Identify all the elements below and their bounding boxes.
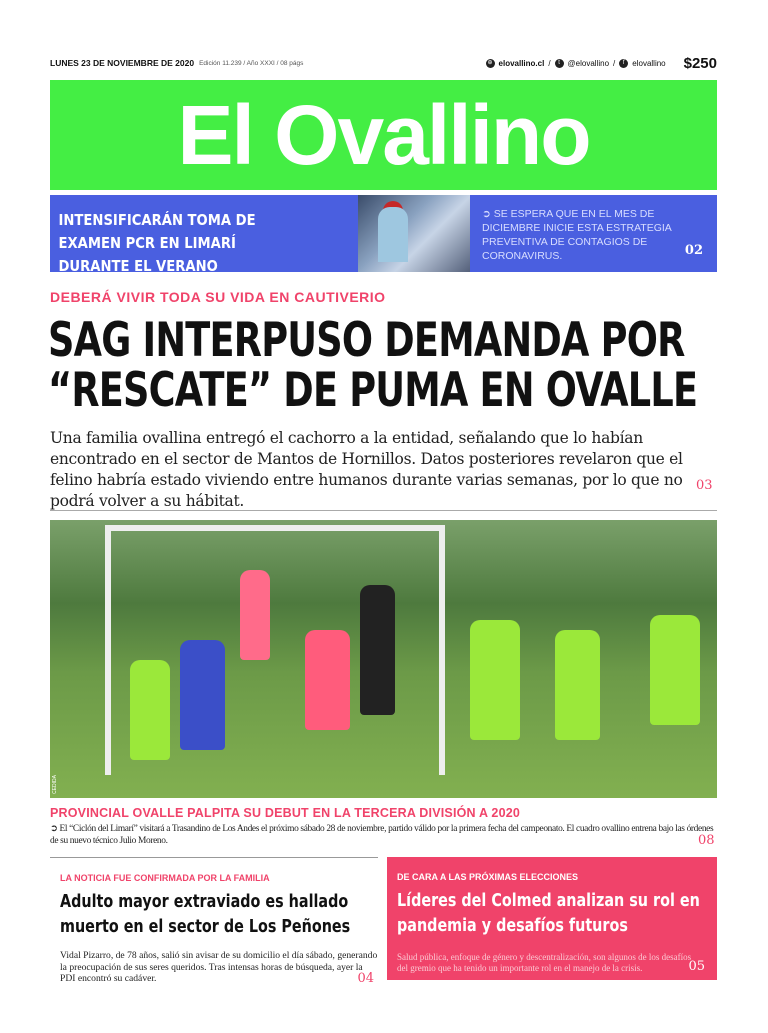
facebook-icon: f bbox=[619, 59, 628, 68]
football-training-photo bbox=[50, 520, 717, 798]
story-kicker: LA NOTICIA FUE CONFIRMADA POR LA FAMILIA bbox=[60, 873, 270, 883]
page-ref: 04 bbox=[357, 971, 374, 986]
price: $250 bbox=[683, 54, 717, 72]
masthead bbox=[50, 80, 717, 190]
lead-kicker: DEBERÁ VIVIR TODA SU VIDA EN CAUTIVERIO bbox=[50, 289, 386, 305]
arrow-icon: ➲ bbox=[482, 208, 494, 220]
arrow-icon: ➲ bbox=[50, 824, 60, 834]
story-body: Vidal Pizarro, de 78 años, salió sin avisar de su domicilio el día sábado, generando la preocupación de sus seres queridos. Tras intensas horas de búsqueda, ayer la PDI encontró su cadáver. bbox=[60, 950, 378, 984]
story-headline: Adulto mayor extraviado es hallado muerto en el sector de Los Peñones bbox=[60, 892, 351, 937]
story-right[interactable] bbox=[387, 857, 717, 980]
page-ref: 08 bbox=[698, 833, 715, 848]
top-bar: LUNES 23 DE NOVIEMBRE DE 2020 Edición 11.239 / Año XXXI / 08 págs ⊕ elovallino.cl / t @elovallino / f elovallino $250 bbox=[50, 54, 717, 72]
story-headline: Líderes del Colmed analizan su rol en pandemia y desafíos futuros bbox=[397, 891, 700, 936]
page-ref: 05 bbox=[688, 959, 705, 974]
story-left[interactable] bbox=[50, 857, 378, 986]
twitter-handle[interactable]: @elovallino bbox=[567, 58, 610, 68]
lead-deck: Una familia ovallina entregó el cachorro a la entidad, señalando que lo habían encontrado en el sector de Mantos de Hornillos. Datos posteriores revelaron que el felino habría estado viviendo entre humanos durante varias semanas, por lo que no podrá volver a su hábitat. bbox=[50, 429, 683, 510]
issue-date: LUNES 23 DE NOVIEMBRE DE 2020 bbox=[50, 58, 195, 68]
caption-text: El “Ciclón del Limarí” visitará a Trasandino de Los Andes el próximo sábado 28 de noviembre, partido válido por la primera fecha del campeonato. El cuadro ovallino entrena bajo las órdenes de su nuevo técnico Julio Moreno. bbox=[50, 824, 714, 846]
story-body: Salud pública, enfoque de género y descentralización, son algunos de los desafíos del gremio que ha tenido un importante rol en el manejo de la crisis. bbox=[397, 952, 692, 973]
masthead-title: El Ovallino bbox=[177, 87, 590, 182]
strip-summary: SE ESPERA QUE EN EL MES DE DICIEMBRE INICIE ESTA ESTRATEGIA PREVENTIVA DE CONTAGIOS DE CORONAVIRUS. bbox=[482, 208, 672, 262]
page-ref: 03 bbox=[696, 478, 713, 493]
website-link[interactable]: elovallino.cl bbox=[498, 58, 545, 68]
photo-caption-headline: PROVINCIAL OVALLE PALPITA SU DEBUT EN LA TERCERA DIVISIÓN A 2020 bbox=[50, 806, 521, 820]
lead-headline[interactable]: SAG INTERPUSO DEMANDA POR “RESCATE” DE PUMA EN OVALLE bbox=[48, 313, 698, 418]
divider bbox=[50, 510, 717, 511]
photo-caption bbox=[50, 823, 717, 847]
twitter-icon: t bbox=[555, 59, 564, 68]
facebook-handle[interactable]: elovallino bbox=[632, 58, 666, 68]
story-kicker: DE CARA A LAS PRÓXIMAS ELECCIONES bbox=[397, 872, 579, 882]
strip-headline: INTENSIFICARÁN TOMA DE EXAMEN PCR EN LIMARÍ DURANTE EL VERANO bbox=[58, 211, 256, 275]
edition-info: Edición 11.239 / Año XXXI / 08 págs bbox=[199, 59, 304, 67]
pcr-test-photo bbox=[358, 195, 470, 272]
web-icon: ⊕ bbox=[487, 59, 493, 66]
top-story-strip[interactable] bbox=[50, 195, 717, 275]
photo-credit: CEDIDA bbox=[52, 775, 58, 794]
page-ref: 02 bbox=[684, 243, 703, 258]
